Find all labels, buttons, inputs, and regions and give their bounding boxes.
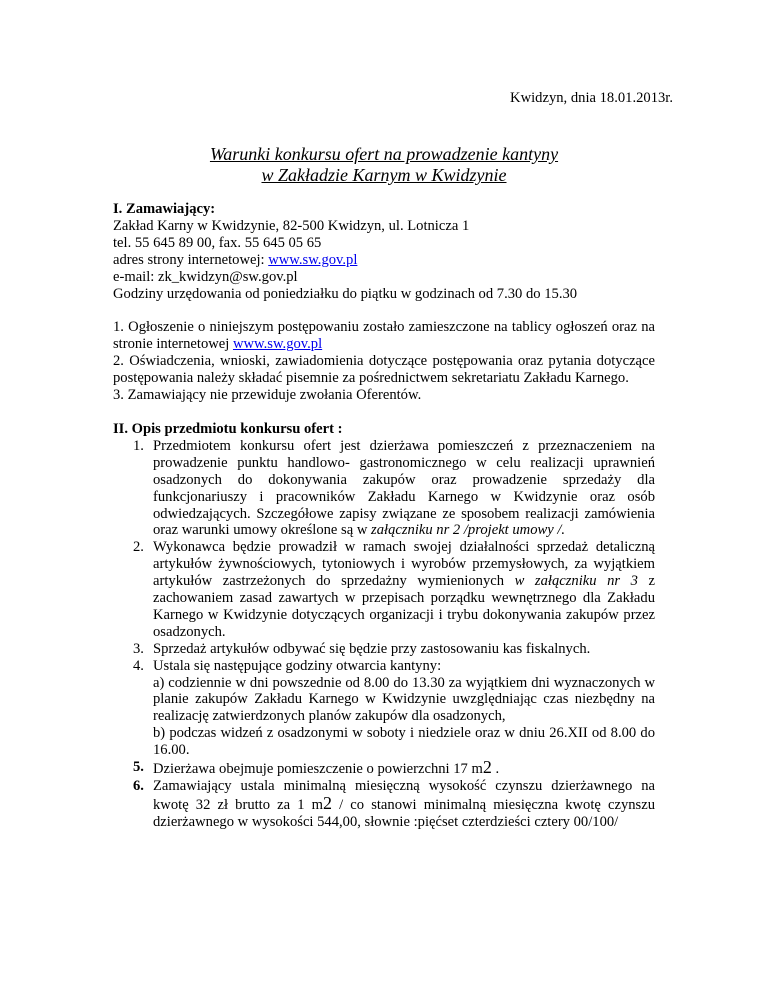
office-hours: Godziny urzędowania od poniedziałku do piątku w godzinach od 7.30 do 15.30	[113, 285, 578, 302]
item-number: 5.	[133, 759, 144, 776]
item-1-italic: załączniku nr 2 /projekt umowy /.	[371, 522, 566, 539]
contractor-phone: tel. 55 645 89 00, fax. 55 645 05 65	[113, 234, 322, 251]
contractor-email: e-mail: zk_kwidzyn@sw.gov.pl	[113, 268, 298, 285]
note-1-text: 1. Ogłoszenie o niniejszym postępowaniu zostało zamieszczone na tablicy ogłoszeń oraz na stronie internetowej	[113, 319, 655, 353]
item-4-sub-b: b) podczas widzeń z osadzonymi w soboty i niedziele oraz w dniu 26.XII od 8.00 do 16.00.	[153, 725, 655, 759]
contractor-website	[113, 252, 655, 269]
list-item	[113, 641, 655, 658]
document-body	[113, 201, 655, 831]
item-6-text-b: / co stanowi minimalną miesięczna kwotę czynszu dzierżawnego w wysokości 544,00, słownie :pięćset czterdzieści cztery 00/100/	[153, 796, 655, 830]
document-title	[0, 144, 768, 186]
note-1-link[interactable]: www.sw.gov.pl	[232, 336, 323, 353]
list-item	[113, 438, 655, 539]
item-6-text-a: Zamawiający ustala minimalną miesięczną wysokość czynszu dzierżawnego na kwotę 32 zł brutto za 1 m	[153, 778, 655, 813]
item-number: 6.	[133, 778, 144, 794]
website-link[interactable]: www.sw.gov.pl	[268, 251, 358, 268]
title-line-2: w Zakładzie Karnym w Kwidzynie	[261, 165, 507, 185]
list-item	[113, 658, 655, 759]
item-3-text: Sprzedaż artykułów odbywać się będzie przy zastosowaniu kas fiskalnych.	[153, 640, 591, 657]
item-number: 1.	[133, 437, 144, 454]
contractor-address: Zakład Karny w Kwidzynie, 82-500 Kwidzyn, ul. Lotnicza 1	[113, 217, 470, 234]
item-1-text: Przedmiotem konkursu ofert jest dzierżawa pomieszczeń z przeznaczeniem na prowadzenie punktu handlowo- gastronomicznego w celu realizacji uprawnień osadzonych do dokonywania zakupów oraz prowadzenie sprzedaży dla funkcjonariuszy i pracowników Zakładu Karnego w Kwidzynie oraz osób odwiedzających. Szczegółowe zapisy związane ze sposobem realizacji zamówienia oraz warunki umowy określone są w	[153, 437, 655, 539]
list-item	[113, 778, 655, 831]
item-number: 4.	[133, 657, 144, 674]
title-line-1: Warunki konkursu ofert na prowadzenie kantyny	[209, 144, 559, 164]
date-line: Kwidzyn, dnia 18.01.2013r.	[510, 90, 673, 106]
website-label: adres strony internetowej:	[113, 251, 269, 268]
item-number: 2.	[133, 539, 144, 556]
note-3: 3. Zamawiający nie przewiduje zwołania Oferentów.	[113, 387, 422, 404]
list-item	[113, 759, 655, 778]
list-item	[113, 539, 655, 640]
section-2-heading: II. Opis przedmiotu konkursu ofert :	[113, 420, 343, 437]
section-1-heading: I. Zamawiający:	[113, 201, 216, 217]
note-2: 2. Oświadczenia, wnioski, zawiadomienia dotyczące postępowania oraz pytania dotyczące postępowania należy składać pisemnie za pośrednictwem sekretariatu Zakładu Karnego.	[113, 353, 655, 387]
item-2-text-a: Wykonawca będzie prowadził w ramach swojej działalności sprzedaż detaliczną artykułów żywnościowych, tytoniowych i wyrobów przemysłowych, za wyjątkiem artykułów zastrzeżonych do sprzedażny wymienionych	[153, 539, 655, 590]
item-6-superscript: 2	[323, 792, 332, 813]
item-5-tail: .	[491, 761, 500, 778]
item-2-italic: w załączniku nr 3	[514, 573, 638, 590]
item-number: 3.	[133, 640, 144, 657]
item-4-text: Ustala się następujące godziny otwarcia kantyny:	[153, 657, 442, 674]
subject-list	[113, 438, 655, 831]
note-1	[113, 319, 655, 353]
item-4-sub-a: a) codziennie w dni powszednie od 8.00 do 13.30 za wyjątkiem dni wyznaczonych w planie zakupów Zakładu Karnego w Kwidzynie uwzględniając czas niezbędny na realizację zatwierdzonych planów zakupów dla osadzonych,	[153, 674, 655, 725]
item-5-text: Dzierżawa obejmuje pomieszczenie o powierzchni 17 m	[153, 761, 483, 778]
item-2-text-b: z zachowaniem zasad zawartych w przepisach porządku wewnętrznego dla Zakładu Karnego w Kwidzynie dotyczących organizacji i trybu dokonywania zakupów przez osadzonych.	[153, 573, 655, 640]
item-5-superscript: 2	[482, 757, 492, 778]
